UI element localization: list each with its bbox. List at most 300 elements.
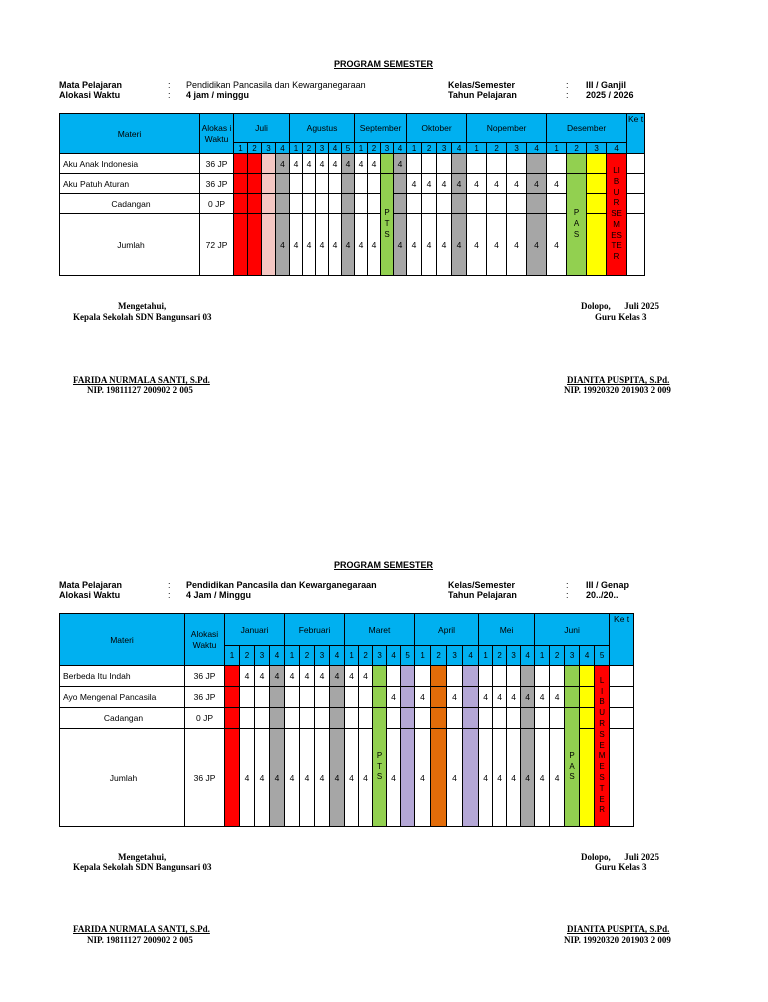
sheet1-kelas-value: III / Ganjil	[586, 80, 627, 90]
week-cell: 4	[303, 154, 316, 174]
week-cell	[580, 729, 595, 827]
week-cell	[463, 687, 479, 708]
week-cell: 4	[240, 666, 255, 687]
week-cell	[587, 174, 607, 194]
week-cell	[225, 708, 240, 729]
week-cell	[415, 666, 431, 687]
row-materi: Aku Anak Indonesia	[60, 154, 200, 174]
week-cell	[493, 666, 507, 687]
col-header-alokasi: Alokas i Waktu	[200, 114, 234, 154]
week-number: 2	[359, 646, 373, 666]
sheet2-place-date: Dolopo, Juli 2025	[581, 852, 660, 862]
merged-label-char: M	[598, 751, 606, 761]
week-cell	[507, 154, 527, 174]
week-number: 4	[387, 646, 401, 666]
week-cell: 4	[452, 174, 467, 194]
sheet2-kelas-value: III / Genap	[586, 580, 630, 590]
month-header: Juli	[234, 114, 290, 143]
sheet2-kepsek-name: FARIDA NURMALA SANTI, S.Pd.	[73, 924, 210, 934]
sheet1-mapel-label: Mata Pelajaran	[59, 80, 123, 90]
week-cell	[345, 687, 359, 708]
week-number: 4	[330, 646, 345, 666]
week-cell	[315, 687, 330, 708]
week-cell: 4	[368, 214, 381, 276]
week-cell	[285, 687, 300, 708]
week-cell: 4	[255, 666, 270, 687]
week-cell: 4	[527, 214, 547, 276]
week-cell	[276, 174, 290, 194]
week-cell	[415, 708, 431, 729]
week-number: 4	[329, 143, 342, 154]
week-cell: 4	[270, 666, 285, 687]
merged-label-char: P	[569, 750, 575, 760]
week-cell	[262, 174, 276, 194]
week-cell: 4	[315, 666, 330, 687]
week-cell	[463, 708, 479, 729]
merged-label-char: L	[599, 675, 605, 685]
week-cell: 4	[285, 729, 300, 827]
sheet1-guru-name: DIANITA PUSPITA, S.Pd.	[567, 375, 670, 385]
week-cell: 4	[355, 154, 368, 174]
week-cell	[521, 708, 535, 729]
week-cell: 4	[507, 687, 521, 708]
merged-label-char: S	[384, 229, 390, 239]
week-number: 2	[422, 143, 437, 154]
week-cell	[342, 194, 355, 214]
week-number: 4	[452, 143, 467, 154]
week-number: 3	[447, 646, 463, 666]
week-number: 3	[316, 143, 329, 154]
week-cell: 4	[407, 214, 422, 276]
week-cell: 4	[276, 214, 290, 276]
week-cell: 4	[329, 214, 342, 276]
week-cell	[565, 666, 580, 687]
col-header-alokasi: Alokasi Waktu	[185, 614, 225, 666]
week-cell: 4	[550, 687, 565, 708]
sheet2-guru-name: DIANITA PUSPITA, S.Pd.	[567, 924, 670, 934]
week-cell: 4	[300, 729, 315, 827]
week-cell	[316, 174, 329, 194]
merged-label-char: I	[600, 686, 604, 696]
week-number: 2	[550, 646, 565, 666]
week-cell	[431, 666, 447, 687]
sheet2-tahun-value: 20../20..	[586, 590, 619, 600]
week-number: 2	[300, 646, 315, 666]
week-cell	[387, 708, 401, 729]
month-header: Juni	[535, 614, 610, 646]
week-cell	[535, 708, 550, 729]
month-header: Mei	[479, 614, 535, 646]
week-cell: 4	[547, 174, 567, 194]
week-cell: 4	[342, 154, 355, 174]
week-cell	[303, 174, 316, 194]
week-cell: 4	[255, 729, 270, 827]
week-number: 3	[255, 646, 270, 666]
sheet1-mapel-value: Pendidikan Pancasila dan Kewarganegaraan	[186, 80, 366, 90]
week-cell: 4	[521, 687, 535, 708]
sheet1-guru-kelas: Guru Kelas 3	[595, 312, 647, 322]
row-ket	[610, 666, 634, 687]
week-cell	[447, 708, 463, 729]
week-cell	[507, 194, 527, 214]
merged-label-char: T	[384, 219, 390, 229]
row-ket	[627, 154, 645, 174]
pas-label	[567, 174, 587, 276]
week-cell	[527, 194, 547, 214]
week-number: 2	[493, 646, 507, 666]
merged-label-char: ES	[611, 230, 622, 240]
week-cell: 4	[437, 174, 452, 194]
merged-label-char: E	[599, 740, 605, 750]
sheet2-mapel-value: Pendidikan Pancasila dan Kewarganegaraan	[186, 580, 377, 590]
week-cell: 4	[467, 214, 487, 276]
week-cell	[387, 666, 401, 687]
week-cell	[535, 666, 550, 687]
week-cell	[463, 666, 479, 687]
merged-label-char: S	[599, 729, 605, 739]
week-cell	[394, 194, 407, 214]
week-cell	[234, 154, 248, 174]
sheet2-alokasi-value: 4 Jam / Minggu	[186, 590, 252, 600]
month-header: Oktober	[407, 114, 467, 143]
week-number: 1	[479, 646, 493, 666]
week-cell	[276, 194, 290, 214]
merged-label-char: E	[599, 794, 605, 804]
week-cell	[285, 708, 300, 729]
week-cell	[401, 708, 415, 729]
row-ket	[610, 729, 634, 827]
sheet2-semester-table	[59, 613, 634, 827]
week-cell	[225, 729, 240, 827]
week-number: 4	[580, 646, 595, 666]
week-cell: 4	[329, 154, 342, 174]
merged-label-char: P	[376, 750, 383, 760]
sheet1-colon: :	[168, 90, 171, 100]
week-cell: 4	[407, 174, 422, 194]
month-header: Agustus	[290, 114, 355, 143]
week-cell: 4	[493, 729, 507, 827]
week-cell	[507, 708, 521, 729]
week-cell: 4	[547, 214, 567, 276]
week-cell	[452, 194, 467, 214]
week-cell	[580, 666, 595, 687]
month-header: Maret	[345, 614, 415, 646]
week-cell: 4	[387, 687, 401, 708]
week-cell	[248, 174, 262, 194]
pts-label	[381, 174, 394, 276]
merged-label-char: U	[599, 708, 605, 718]
week-cell	[355, 174, 368, 194]
merged-label-char: T	[599, 783, 605, 793]
merged-label-char: M	[613, 219, 620, 229]
sheet2-mengetahui: Mengetahui,	[118, 852, 167, 862]
row-materi: Cadangan	[60, 708, 185, 729]
merged-label-char: LI	[613, 165, 620, 175]
merged-label-char: R	[613, 198, 620, 208]
col-header-ket: Ke t	[627, 114, 645, 154]
week-cell	[262, 214, 276, 276]
week-cell: 4	[290, 154, 303, 174]
week-cell	[580, 708, 595, 729]
week-number: 2	[431, 646, 447, 666]
merged-label-char: R	[613, 252, 620, 262]
row-ket	[627, 174, 645, 194]
row-alokasi: 0 JP	[185, 708, 225, 729]
week-cell	[225, 687, 240, 708]
week-cell	[248, 214, 262, 276]
week-number: 1	[290, 143, 303, 154]
row-alokasi: 72 JP	[200, 214, 234, 276]
week-number: 1	[535, 646, 550, 666]
week-cell	[407, 154, 422, 174]
week-number: 2	[567, 143, 587, 154]
week-cell	[487, 154, 507, 174]
week-number: 3	[437, 143, 452, 154]
week-cell	[550, 708, 565, 729]
week-cell	[315, 708, 330, 729]
merged-label-char: A	[569, 761, 575, 771]
week-cell	[262, 154, 276, 174]
week-cell: 4	[415, 729, 431, 827]
week-cell	[330, 687, 345, 708]
week-number: 3	[565, 646, 580, 666]
month-header: Nopember	[467, 114, 547, 143]
week-cell: 4	[345, 666, 359, 687]
week-number: 1	[285, 646, 300, 666]
week-cell: 4	[550, 729, 565, 827]
month-header: April	[415, 614, 479, 646]
week-cell	[463, 729, 479, 827]
week-cell: 4	[479, 687, 493, 708]
week-cell	[255, 687, 270, 708]
merged-label-char: P	[384, 208, 390, 218]
week-cell: 4	[355, 214, 368, 276]
row-materi: Ayo Mengenal Pancasila	[60, 687, 185, 708]
week-cell: 4	[342, 214, 355, 276]
week-number: 4	[394, 143, 407, 154]
sheet1-kelas-label: Kelas/Semester	[448, 80, 516, 90]
week-cell	[431, 708, 447, 729]
week-number: 4	[607, 143, 627, 154]
week-cell: 4	[300, 666, 315, 687]
week-cell: 4	[315, 729, 330, 827]
week-cell	[394, 174, 407, 194]
week-cell	[342, 174, 355, 194]
week-cell	[467, 154, 487, 174]
week-cell	[329, 174, 342, 194]
week-cell	[255, 708, 270, 729]
week-cell: 4	[345, 729, 359, 827]
row-alokasi: 36 JP	[200, 154, 234, 174]
week-cell: 4	[452, 214, 467, 276]
sheet2-colon: :	[566, 580, 569, 590]
week-number: 1	[355, 143, 368, 154]
merged-label-char: B	[613, 176, 620, 186]
week-number: 2	[240, 646, 255, 666]
sheet1-tahun-label: Tahun Pelajaran	[448, 90, 517, 100]
week-cell	[381, 154, 394, 174]
week-cell	[521, 666, 535, 687]
week-cell	[507, 666, 521, 687]
week-cell	[431, 687, 447, 708]
row-alokasi: 36 JP	[185, 687, 225, 708]
week-cell	[587, 214, 607, 276]
sheet1-colon: :	[168, 80, 171, 90]
week-number: 1	[467, 143, 487, 154]
sheet1-guru-nip: NIP. 19920320 201903 2 009	[564, 385, 671, 395]
row-ket	[627, 194, 645, 214]
week-number: 3	[507, 646, 521, 666]
week-cell: 4	[521, 729, 535, 827]
week-cell: 4	[276, 154, 290, 174]
week-cell	[248, 154, 262, 174]
week-cell	[437, 154, 452, 174]
merged-label-char: S	[569, 772, 575, 782]
week-cell	[359, 708, 373, 729]
row-alokasi: 36 JP	[200, 174, 234, 194]
merged-label-char: S	[573, 229, 580, 239]
sheet2-guru-kelas: Guru Kelas 3	[595, 862, 647, 872]
pts-label	[373, 708, 387, 827]
week-cell	[422, 194, 437, 214]
week-cell: 4	[290, 214, 303, 276]
week-number: 1	[547, 143, 567, 154]
sheet2-tahun-label: Tahun Pelajaran	[448, 590, 517, 600]
week-cell	[547, 154, 567, 174]
week-cell	[550, 666, 565, 687]
week-cell	[407, 194, 422, 214]
week-cell: 4	[437, 214, 452, 276]
pas-label	[565, 708, 580, 827]
week-cell	[437, 194, 452, 214]
week-cell	[234, 194, 248, 214]
sheet1-alokasi-value: 4 jam / minggu	[186, 90, 250, 100]
month-header: Januari	[225, 614, 285, 646]
week-cell	[240, 687, 255, 708]
week-number: 4	[521, 646, 535, 666]
merged-label-char: TE	[611, 241, 622, 251]
week-cell	[452, 154, 467, 174]
week-cell: 4	[285, 666, 300, 687]
sheet1-semester-table	[59, 113, 645, 276]
sheet1-place-date: Dolopo, Juli 2025	[581, 301, 660, 311]
week-number: 3	[262, 143, 276, 154]
week-cell	[565, 687, 580, 708]
week-number: 2	[368, 143, 381, 154]
merged-label-char: S	[376, 772, 383, 782]
merged-label-char: T	[377, 761, 382, 771]
week-cell: 4	[330, 666, 345, 687]
week-cell	[487, 194, 507, 214]
month-header: Februari	[285, 614, 345, 646]
week-cell	[355, 194, 368, 214]
merged-label-char: U	[613, 187, 620, 197]
sheet1-colon: :	[566, 90, 569, 100]
sheet2-title: PROGRAM SEMESTER	[334, 560, 434, 570]
week-number: 5	[595, 646, 610, 666]
week-cell	[431, 729, 447, 827]
week-cell	[270, 687, 285, 708]
week-number: 4	[276, 143, 290, 154]
week-cell	[580, 687, 595, 708]
week-cell: 4	[240, 729, 255, 827]
sheet2-colon: :	[566, 590, 569, 600]
week-cell	[240, 708, 255, 729]
week-cell: 4	[507, 214, 527, 276]
libur-semester-label	[607, 154, 627, 276]
month-header: Desember	[547, 114, 627, 143]
week-cell	[401, 729, 415, 827]
sheet2-colon: :	[168, 590, 171, 600]
week-number: 1	[407, 143, 422, 154]
week-cell	[303, 194, 316, 214]
week-cell: 4	[330, 729, 345, 827]
row-materi: Aku Patuh Aturan	[60, 174, 200, 194]
sheet2-guru-nip: NIP. 19920320 201903 2 009	[564, 935, 671, 945]
week-cell: 4	[479, 729, 493, 827]
week-cell	[329, 194, 342, 214]
week-cell	[527, 154, 547, 174]
week-cell: 4	[316, 214, 329, 276]
week-number: 2	[487, 143, 507, 154]
row-ket	[627, 214, 645, 276]
week-cell: 4	[467, 174, 487, 194]
sheet1-kepsek-name: FARIDA NURMALA SANTI, S.Pd.	[73, 375, 210, 385]
row-materi: Cadangan	[60, 194, 200, 214]
row-materi: Berbeda Itu Indah	[60, 666, 185, 687]
week-cell	[270, 708, 285, 729]
week-cell: 4	[270, 729, 285, 827]
merged-label-char: A	[573, 219, 580, 229]
merged-label-char: S	[599, 772, 605, 782]
week-cell: 4	[422, 214, 437, 276]
sheet2-mapel-label: Mata Pelajaran	[59, 580, 123, 590]
week-cell	[262, 194, 276, 214]
week-cell: 4	[387, 729, 401, 827]
week-cell: 4	[507, 729, 521, 827]
week-number: 1	[345, 646, 359, 666]
col-header-materi: Materi	[60, 114, 200, 154]
col-header-materi: Materi	[60, 614, 185, 666]
week-cell	[368, 194, 381, 214]
week-cell	[300, 687, 315, 708]
week-number: 5	[401, 646, 415, 666]
week-number: 4	[527, 143, 547, 154]
week-cell: 4	[507, 174, 527, 194]
week-cell: 4	[447, 687, 463, 708]
week-cell	[290, 194, 303, 214]
row-alokasi: 36 JP	[185, 666, 225, 687]
row-alokasi: 36 JP	[185, 729, 225, 827]
week-cell	[493, 708, 507, 729]
week-cell: 4	[359, 729, 373, 827]
col-header-ket: Ke t	[610, 614, 634, 666]
sheet2-kepsek-nip: NIP. 19811127 200902 2 005	[87, 935, 193, 945]
week-cell	[330, 708, 345, 729]
week-cell	[447, 666, 463, 687]
week-cell: 4	[487, 214, 507, 276]
week-cell	[225, 666, 240, 687]
merged-label-char: E	[599, 762, 605, 772]
week-number: 5	[342, 143, 355, 154]
row-alokasi: 0 JP	[200, 194, 234, 214]
month-header: September	[355, 114, 407, 143]
week-cell	[422, 154, 437, 174]
week-number: 2	[303, 143, 316, 154]
week-number: 2	[248, 143, 262, 154]
sheet2-alokasi-label: Alokasi Waktu	[59, 590, 121, 600]
week-cell: 4	[394, 154, 407, 174]
